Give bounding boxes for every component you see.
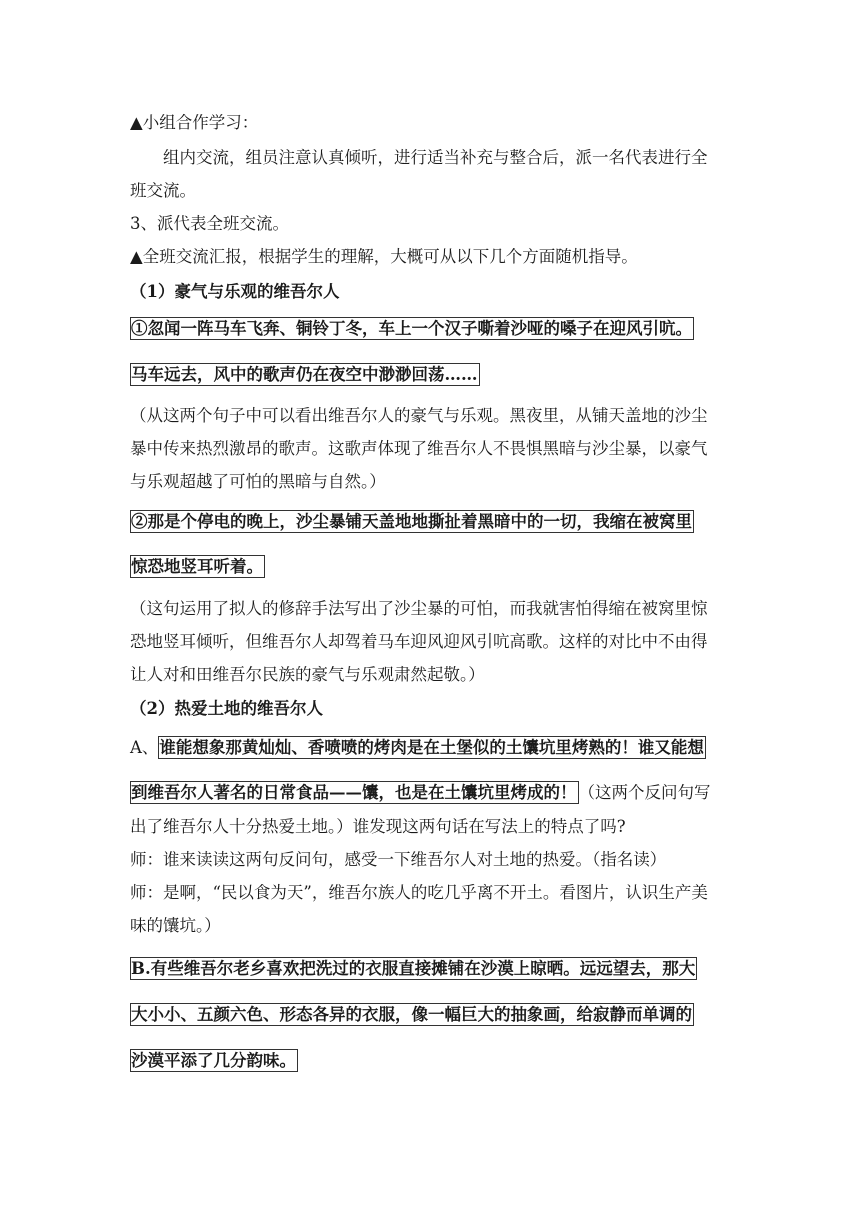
commentary-line: 与乐观超越了可怕的黑暗与自然。） xyxy=(130,472,386,491)
section-heading-group-study: ▲小组合作学习： xyxy=(130,113,259,132)
quote-box-b1: B.有些维吾尔老乡喜欢把洗过的衣服直接摊铺在沙漠上晾晒。远远望去，那大 xyxy=(131,959,696,978)
commentary-line: （从这两个句子中可以看出维吾尔人的豪气与乐观。黑夜里，从铺天盖地的沙尘 xyxy=(130,406,708,425)
quote-box-2b: 惊恐地竖耳听着。 xyxy=(131,557,263,576)
teacher-line: 师：是啊，“民以食为天”，维吾尔族人的吃几乎离不开土。看图片，认识生产美 xyxy=(130,883,708,902)
quote-box-1a: ①忽闻一阵马车飞奔、铜铃丁冬，车上一个汉子嘶着沙哑的嗓子在迎风引吭。 xyxy=(131,319,692,338)
quote-box-1b: 马车远去，风中的歌声仍在夜空中渺渺回荡…… xyxy=(131,365,478,384)
paragraph-line: 组内交流，组员注意认真倾听，进行适当补充与整合后，派一名代表进行全 xyxy=(163,148,708,167)
quote-box-2a: ②那是个停电的晚上，沙尘暴铺天盖地地撕扯着黑暗中的一切，我缩在被窝里 xyxy=(131,512,692,531)
paragraph-line: ▲全班交流汇报，根据学生的理解，大概可从以下几个方面随机指导。 xyxy=(130,247,638,266)
teacher-line: 味的馕坑。） xyxy=(130,916,221,935)
paragraph-line: 班交流。 xyxy=(130,181,196,200)
teacher-line: 师：谁来读读这两句反问句，感受一下维吾尔人对土地的热爱。（指名读） xyxy=(130,850,667,869)
paragraph-line: 3、派代表全班交流。 xyxy=(130,214,289,233)
commentary-line: 出了维吾尔人十分热爱土地。）谁发现这两句话在写法上的特点了吗? xyxy=(130,817,626,836)
commentary-line: 恐地竖耳倾听，但维吾尔人却驾着马车迎风迎风引吭高歌。这样的对比中不由得 xyxy=(130,632,708,651)
commentary-line: 暴中传来热烈激昂的歌声。这歌声体现了维吾尔人不畏惧黑暗与沙尘暴，以豪气 xyxy=(130,439,708,458)
quote-box-b2: 大小小、五颜六色、形态各异的衣服，像一幅巨大的抽象画，给寂静而单调的 xyxy=(131,1005,692,1024)
item-prefix-a: A、 xyxy=(130,738,159,757)
subheading-2: （2）热爱土地的维吾尔人 xyxy=(130,699,323,718)
commentary-line: 让人对和田维吾尔民族的豪气与乐观肃然起敬。） xyxy=(130,665,485,684)
quote-box-a1: 谁能想象那黄灿灿、香喷喷的烤肉是在土堡似的土馕坑里烤熟的！谁又能想 xyxy=(159,738,704,757)
quote-box-b3: 沙漠平添了几分韵味。 xyxy=(131,1051,296,1070)
subheading-1: （1）豪气与乐观的维吾尔人 xyxy=(130,282,340,301)
commentary-inline: （这两个反问句写 xyxy=(578,783,711,802)
quote-box-a2: 到维吾尔人著名的日常食品——馕，也是在土馕坑里烤成的！ xyxy=(131,783,577,802)
commentary-line: （这句运用了拟人的修辞手法写出了沙尘暴的可怕，而我就害怕得缩在被窝里惊 xyxy=(130,599,708,618)
